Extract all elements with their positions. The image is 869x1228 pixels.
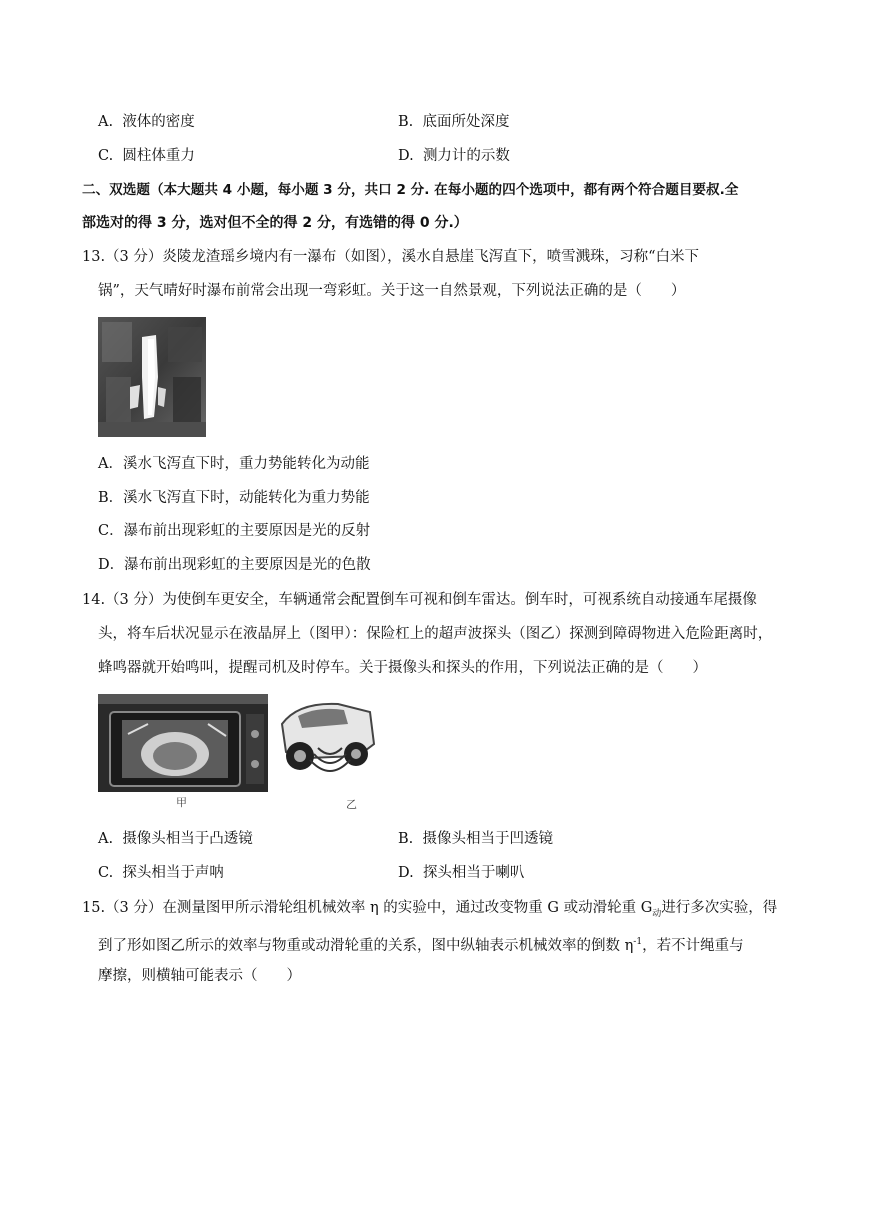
q13-stem-line2: 锅”，天气晴好时瀑布前常会出现一弯彩虹。关于这一自然景观，下列说法正确的是（ ） [98,283,686,299]
waterfall-photo [98,317,206,437]
q12-option-a: A. 液体的密度 [98,114,195,130]
q13-option-d: D．瀑布前出现彩虹的主要原因是光的色散 [98,557,371,573]
q12-option-b: B. 底面所处深度 [398,114,510,130]
q14-option-a: A. 摄像头相当于凸透镜 [98,831,253,847]
q12-option-d: D. 测力计的示数 [398,148,510,164]
q14-option-c: C. 探头相当于声呐 [98,865,224,881]
section-header-line1: 二、双选题（本大题共 4 小题，每小题 3 分，共口 2 分. 在每小题的四个选项中，都有两个符合题目要叔.全 [82,182,739,198]
q13-option-a: A．溪水飞泻直下时，重力势能转化为动能 [98,456,370,472]
car-sensor-photo [278,694,378,784]
section-header-line2: 部选对的得 3 分，选对但不全的得 2 分，有选错的得 0 分.） [82,215,468,231]
q15-stem-line2: 到了形如图乙所示的效率与物重或动滑轮重的关系，图中纵轴表示机械效率的倒数 $\eta^{-1}$，若不计绳重与 [98,937,744,954]
q14-stem-line2: 头，将车后状况显示在液晶屏上（图甲）：保险杠上的超声波探头（图乙）探测到障碍物进入危险距离时， [98,626,773,642]
q13-option-c: C．瀑布前出现彩虹的主要原因是光的反射 [98,523,371,539]
q14-option-d: D. 探头相当于喇叭 [398,865,525,881]
dashboard-screen-photo [98,694,268,792]
q13-stem-line1: 13.（3 分）炎陵龙渣瑶乡境内有一瀑布（如图），溪水自悬崖飞泻直下，喷雪溅珠，习称“白米下 [82,249,700,265]
q14-stem-line1: 14.（3 分）为使倒车更安全，车辆通常会配置倒车可视和倒车雷达。倒车时，可视系统自动接通车尾摄像 [82,592,757,608]
q14-option-b: B. 摄像头相当于凹透镜 [398,831,553,847]
q15-stem-line3: 摩擦，则横轴可能表示（ ） [98,968,301,984]
figure-label-jia: 甲 [176,796,187,809]
q15-stem-line1: 15.（3 分）在测量图甲所示滑轮组机械效率 η 的实验中，通过改变物重 G 或动滑轮重 $G_动$进行多次实验，得 [82,900,778,919]
q12-option-c: C. 圆柱体重力 [98,148,195,164]
q14-stem-line3: 蜂鸣器就开始鸣叫，提醒司机及时停车。关于摄像头和探头的作用，下列说法正确的是（ ） [98,660,707,676]
q13-option-b: B．溪水飞泻直下时，动能转化为重力势能 [98,490,370,506]
figure-label-yi: 乙 [346,798,357,811]
